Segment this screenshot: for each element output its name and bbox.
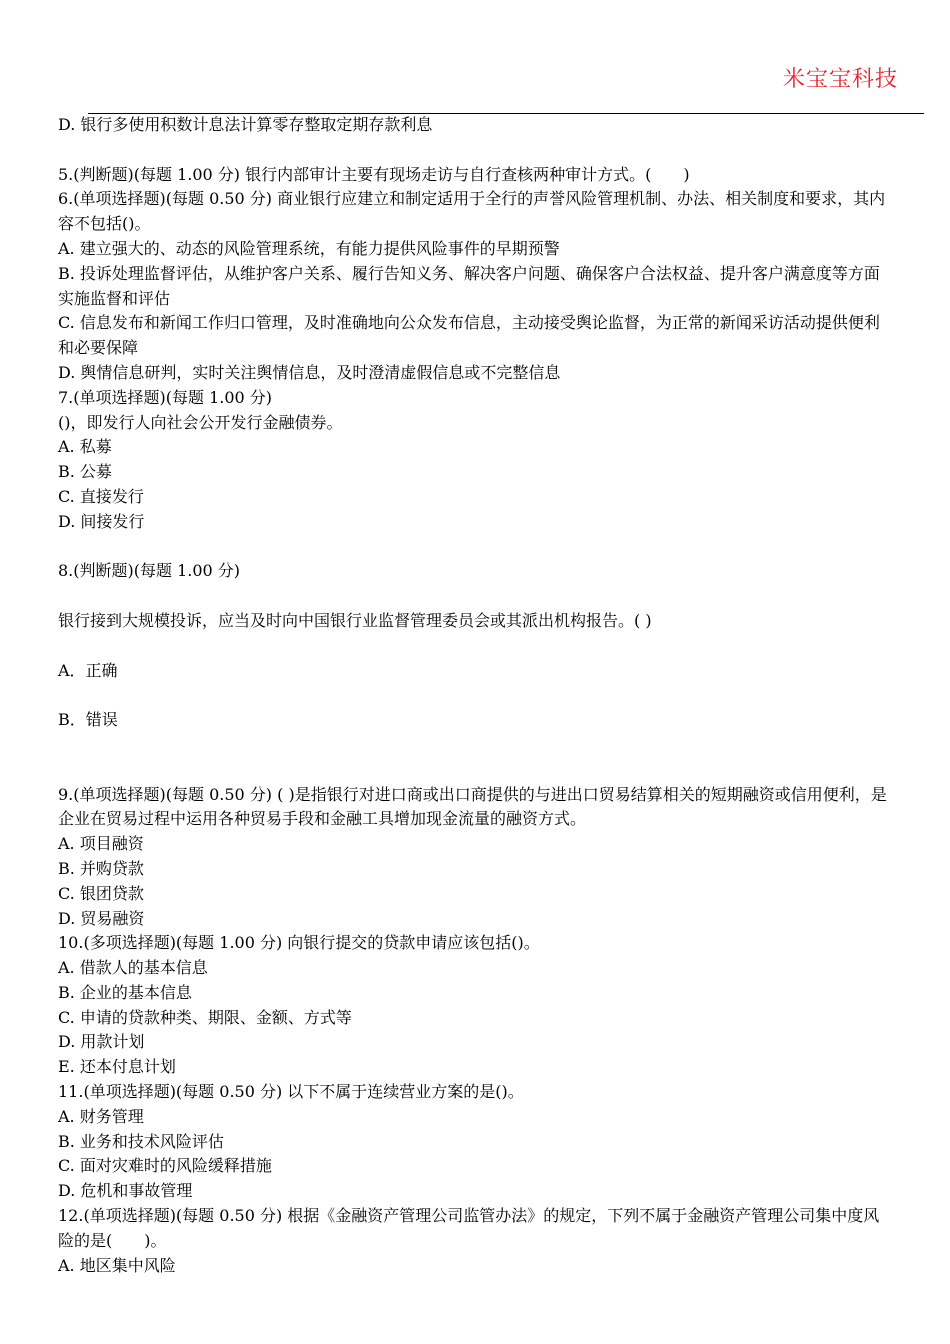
question-7-text: ()，即发行人向社会公开发行金融债券。 <box>58 412 343 432</box>
blank-line <box>58 758 894 783</box>
q10-option-b: B. 企业的基本信息 <box>58 982 192 1002</box>
q8-option-b: B．错误 <box>58 710 118 730</box>
question-7: 7.(单项选择题)(每题 1.00 分) <box>58 387 273 407</box>
q10-option-c: C. 申请的贷款种类、期限、金额、方式等 <box>58 1007 352 1027</box>
blank-line <box>58 138 894 163</box>
blank-line <box>58 733 894 758</box>
q8-option-a: A．正确 <box>58 660 118 680</box>
q11-option-c: C. 面对灾难时的风险缓释措施 <box>58 1156 272 1176</box>
q9-option-d: D. 贸易融资 <box>58 908 145 928</box>
q6-option-c: C. 信息发布和新闻工作归口管理，及时准确地向公众发布信息，主动接受舆论监督，为正常的新闻采访活动提供便利和必要保障 <box>58 313 880 358</box>
q9-option-b: B. 并购贷款 <box>58 858 144 878</box>
question-9: 9.(单项选择题)(每题 0.50 分) ( )是指银行对进口商或出口商提供的与进出口贸易结算相关的短期融资或信用便利，是企业在贸易过程中运用各种贸易手段和金融工具增加现金流量的融资方式。 <box>58 784 887 829</box>
q6-option-a: A. 建立强大的、动态的风险管理系统，有能力提供风险事件的早期预警 <box>58 238 560 258</box>
brand-logo-text: 米宝宝科技 <box>782 67 898 92</box>
option-line: D. 银行多使用积数计息法计算零存整取定期存款利息 <box>58 115 433 134</box>
q10-option-a: A. 借款人的基本信息 <box>58 958 208 978</box>
q9-option-c: C. 银团贷款 <box>58 883 144 903</box>
document-body <box>58 113 894 1278</box>
q11-option-a: A. 财务管理 <box>58 1106 144 1126</box>
question-11: 11.(单项选择题)(每题 0.50 分) 以下不属于连续营业方案的是()。 <box>58 1082 524 1102</box>
q7-option-c: C. 直接发行 <box>58 486 144 506</box>
question-12: 12.(单项选择题)(每题 0.50 分) 根据《金融资产管理公司监管办法》的规定，下列不属于金融资产管理公司集中度风险的是( )。 <box>58 1206 880 1250</box>
q10-option-e: E. 还本付息计划 <box>58 1057 176 1077</box>
q6-option-b: B. 投诉处理监督评估，从维护客户关系、履行告知义务、解决客户问题、确保客户合法权益、提升客户满意度等方面实施监督和评估 <box>58 263 880 308</box>
question-8-text: 银行接到大规模投诉，应当及时向中国银行业监督管理委员会或其派出机构报告。( ) <box>58 610 652 630</box>
question-5: 5.(判断题)(每题 1.00 分) 银行内部审计主要有现场走访与自行查核两种审计方式。( ) <box>58 164 690 184</box>
q11-option-d: D. 危机和事故管理 <box>58 1181 193 1201</box>
blank-line <box>58 584 894 609</box>
blank-line <box>58 634 894 659</box>
q7-option-d: D. 间接发行 <box>58 511 145 531</box>
q9-option-a: A. 项目融资 <box>58 834 144 854</box>
q12-option-a: A. 地区集中风险 <box>58 1255 176 1275</box>
question-6: 6.(单项选择题)(每题 0.50 分) 商业银行应建立和制定适用于全行的声誉风险管理机制、办法、相关制度和要求，其内容不包括()。 <box>58 189 886 234</box>
blank-line <box>58 683 894 708</box>
q7-option-b: B. 公募 <box>58 462 112 482</box>
q11-option-b: B. 业务和技术风险评估 <box>58 1131 224 1151</box>
question-10: 10.(多项选择题)(每题 1.00 分) 向银行提交的贷款申请应该包括()。 <box>58 933 540 953</box>
q10-option-d: D. 用款计划 <box>58 1032 145 1052</box>
q6-option-d: D. 舆情信息研判，实时关注舆情信息，及时澄清虚假信息或不完整信息 <box>58 362 561 382</box>
question-8: 8.(判断题)(每题 1.00 分) <box>58 561 241 581</box>
q7-option-a: A. 私募 <box>58 437 112 457</box>
blank-line <box>58 535 894 560</box>
